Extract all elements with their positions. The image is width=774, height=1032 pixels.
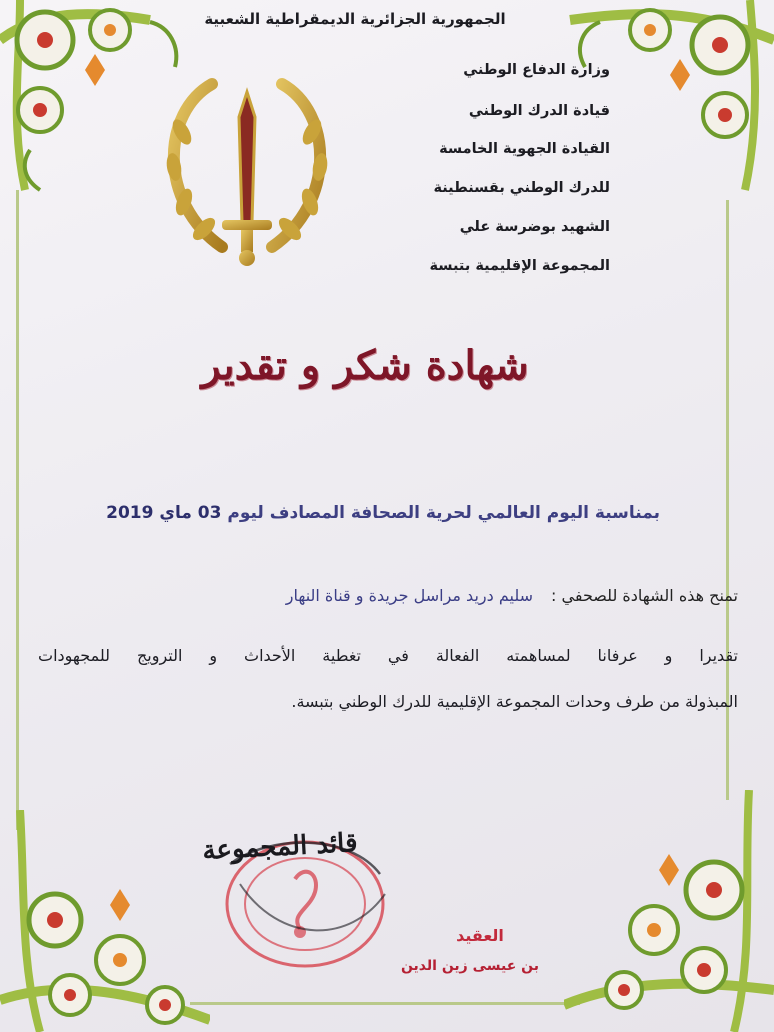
certificate-title: شهادة شكر و تقدير [201, 342, 529, 389]
floral-corner-bottom-right-icon [564, 790, 774, 1032]
wreath-sword-emblem-icon [152, 72, 342, 272]
martyr-name-line: الشهيد بوضرسة علي [459, 219, 610, 235]
ministry-line: وزارة الدفاع الوطني [463, 62, 610, 78]
grant-label: تمنح هذه الشهادة للصحفي : [551, 586, 738, 605]
frame-bottom-line [190, 1002, 580, 1005]
body-line-2: المبذولة من طرف وحدات المجموعة الإقليمية للدرك الوطني بتبسة. [291, 692, 738, 711]
occasion-text: بمناسبة اليوم العالمي لحرية الصحافة المصادف ليوم [227, 503, 660, 523]
signatory-name: بن عيسى زين الدين [400, 958, 540, 974]
floral-corner-top-right-icon [560, 0, 774, 200]
signatory-rank: العقيد [456, 926, 504, 945]
occasion-line [106, 503, 660, 523]
signatory-title: قائد المجموعة [201, 827, 359, 867]
regional-command-line: القيادة الجهوية الخامسة [439, 141, 610, 157]
command-line: قيادة الدرك الوطني [468, 103, 610, 119]
grant-line [38, 586, 738, 605]
body-line-1: تقديرا و عرفانا لمساهمته الفعالة في تغطية الأحداث و الترويج للمجهودات [38, 646, 738, 665]
occasion-date: 03 ماي 2019 [106, 503, 222, 523]
recipient-name: سليم دريد مراسل جريدة و قناة النهار [285, 586, 534, 605]
regional-city-line: للدرك الوطني بقسنطينة [433, 180, 610, 196]
frame-left-line [16, 190, 19, 830]
republic-name: الجمهورية الجزائرية الديمقراطية الشعبية [204, 10, 506, 28]
territorial-group-line: المجموعة الإقليمية بتبسة [429, 258, 610, 274]
